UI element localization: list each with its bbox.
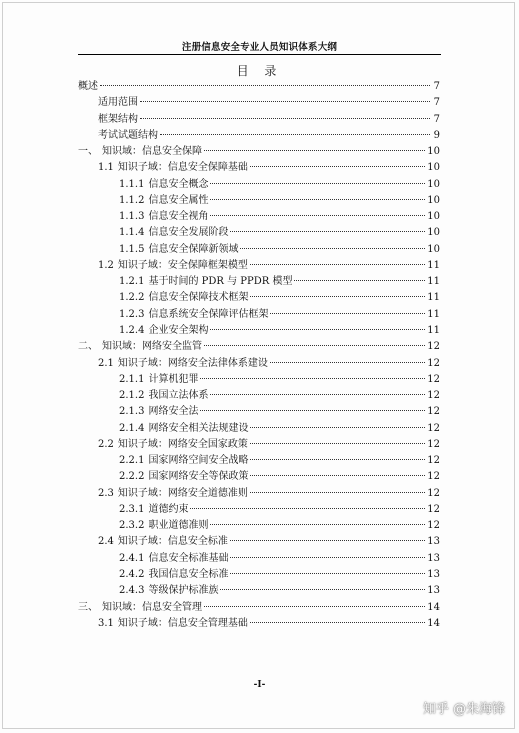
toc-dot-leader xyxy=(230,573,425,574)
toc-entry-page: 10 xyxy=(427,227,440,239)
toc-entry[interactable] xyxy=(78,339,440,355)
toc-entry-page: 11 xyxy=(427,324,440,336)
toc-entry-page: 11 xyxy=(427,276,440,288)
toc-entry-title: 信息安全保障新领域 xyxy=(148,243,239,255)
toc-entry-number: 1.2.3 xyxy=(119,308,145,320)
toc-entry-page: 13 xyxy=(427,568,440,580)
toc-dot-leader xyxy=(140,101,430,102)
toc-entry-page: 12 xyxy=(427,422,440,434)
toc-entry-title: 信息安全发展阶段 xyxy=(148,227,229,239)
toc-entry[interactable] xyxy=(78,453,440,469)
toc-dot-leader xyxy=(210,183,425,184)
toc-entry-title: 框架结构 xyxy=(98,113,138,125)
toc-entry[interactable] xyxy=(78,193,440,209)
toc-entry-title: 信息安全属性 xyxy=(148,194,209,206)
document-header-title: 注册信息安全专业人员知识体系大纲 xyxy=(181,42,338,53)
toc-dot-leader xyxy=(210,394,425,395)
toc-entry-page: 11 xyxy=(427,259,440,271)
toc-entry-number: 1.2.1 xyxy=(119,276,145,288)
toc-entry-number: 三、 xyxy=(78,601,98,613)
toc-dot-leader xyxy=(220,589,425,590)
toc-entry-number: 2.1.4 xyxy=(119,422,145,434)
toc-entry[interactable] xyxy=(78,112,440,128)
toc-entry-title: 国家网络空间安全战略 xyxy=(148,455,249,467)
toc-entry-title: 概述 xyxy=(78,81,98,92)
toc-entry-title: 知识域：信息安全管理 xyxy=(102,601,202,613)
toc-dot-leader xyxy=(250,443,425,444)
toc-entry[interactable] xyxy=(78,469,440,485)
toc-entry-title: 计算机犯罪 xyxy=(148,373,199,385)
toc-entry-title: 知识子域：网络安全道德准则 xyxy=(117,487,248,499)
toc-entry-page: 12 xyxy=(427,406,440,418)
toc-entry-number: 2.2 xyxy=(98,438,114,450)
toc-entry-title: 知识域：信息安全保障 xyxy=(102,146,202,158)
toc-entry[interactable] xyxy=(78,242,440,258)
toc-dot-leader xyxy=(250,296,425,297)
toc-entry-title: 道德约束 xyxy=(148,503,189,515)
toc-entry-page: 12 xyxy=(427,390,440,402)
toc-entry-page: 10 xyxy=(427,211,440,223)
toc-entry-number: 1.1.2 xyxy=(119,194,145,206)
footer-page-number: -I- xyxy=(253,680,266,690)
toc-entry-title: 信息安全概念 xyxy=(148,178,209,190)
toc-entry[interactable] xyxy=(78,534,440,550)
toc-entry-page: 13 xyxy=(427,585,440,597)
toc-dot-leader xyxy=(210,215,425,216)
toc-entry[interactable] xyxy=(78,388,440,404)
toc-entry-number: 2.3.2 xyxy=(119,520,145,532)
toc-entry-number: 1.1.5 xyxy=(119,243,145,255)
toc-dot-leader xyxy=(270,313,425,314)
toc-entry[interactable] xyxy=(78,290,440,306)
toc-entry[interactable] xyxy=(78,307,440,323)
toc-entry-title: 我国立法体系 xyxy=(148,390,209,402)
toc-dot-leader xyxy=(230,557,425,558)
toc-entry-number: 2.1.2 xyxy=(119,390,145,402)
toc-entry[interactable] xyxy=(78,144,440,160)
toc-entry[interactable] xyxy=(78,600,440,616)
toc-entry-page: 11 xyxy=(427,308,440,320)
toc-entry-number: 二、 xyxy=(78,341,98,353)
toc-entry-number: 2.4 xyxy=(98,536,114,548)
table-of-contents xyxy=(78,79,440,632)
toc-entry-page: 14 xyxy=(427,617,440,629)
toc-entry-title: 网络安全相关法规建设 xyxy=(148,422,249,434)
toc-entry[interactable] xyxy=(78,160,440,176)
toc-dot-leader xyxy=(250,264,425,265)
toc-entry[interactable] xyxy=(78,486,440,502)
toc-entry[interactable] xyxy=(78,323,440,339)
toc-entry-title: 知识子域：安全保障框架模型 xyxy=(117,259,248,271)
toc-dot-leader xyxy=(210,199,425,200)
toc-entry-number: 1.1 xyxy=(98,162,114,174)
toc-entry-number: 2.1.3 xyxy=(119,406,145,418)
toc-entry-page: 13 xyxy=(427,552,440,564)
toc-entry-title: 知识子域：信息安全保障基础 xyxy=(117,162,248,174)
toc-dot-leader xyxy=(294,280,425,281)
toc-dot-leader xyxy=(250,475,425,476)
toc-entry-title: 基于时间的 PDR 与 PPDR 模型 xyxy=(148,276,293,288)
toc-entry[interactable] xyxy=(78,372,440,388)
header-rule xyxy=(78,54,441,55)
toc-entry-page: 10 xyxy=(427,146,440,158)
toc-dot-leader xyxy=(204,606,425,607)
toc-entry-title: 信息安全保障技术框架 xyxy=(148,292,249,304)
toc-entry[interactable] xyxy=(78,518,440,534)
toc-entry[interactable] xyxy=(78,421,440,437)
toc-dot-leader xyxy=(204,150,425,151)
toc-entry-title: 国家网络安全等保政策 xyxy=(148,471,249,483)
toc-entry-title: 知识域：网络安全监管 xyxy=(102,341,202,353)
toc-dot-leader xyxy=(190,508,425,509)
toc-entry-page: 10 xyxy=(427,178,440,190)
toc-entry-number: 一、 xyxy=(78,146,98,158)
toc-entry-page: 11 xyxy=(427,292,440,304)
toc-dot-leader xyxy=(200,410,425,411)
toc-dot-leader xyxy=(204,345,425,346)
toc-entry-number: 2.1.1 xyxy=(119,373,145,385)
toc-entry-number: 2.3.1 xyxy=(119,503,145,515)
toc-dot-leader xyxy=(210,329,425,330)
toc-entry-number: 2.4.2 xyxy=(119,568,145,580)
toc-entry-number: 2.2.2 xyxy=(119,471,145,483)
toc-entry-number: 3.1 xyxy=(98,617,114,629)
toc-entry[interactable] xyxy=(78,502,440,518)
toc-entry-title: 知识子域：信息安全管理基础 xyxy=(117,617,248,629)
toc-dot-leader xyxy=(270,362,425,363)
toc-entry-number: 2.3 xyxy=(98,487,114,499)
toc-entry-number: 2.4.3 xyxy=(119,585,145,597)
toc-entry-page: 9 xyxy=(433,129,440,141)
toc-entry-title: 网络安全法 xyxy=(148,406,199,418)
toc-dot-leader xyxy=(250,622,425,623)
toc-entry-title: 职业道德准则 xyxy=(148,520,209,532)
toc-entry-page: 10 xyxy=(427,194,440,206)
toc-dot-leader xyxy=(250,459,425,460)
toc-entry[interactable] xyxy=(78,567,440,583)
toc-entry-title: 适用范围 xyxy=(98,97,138,109)
toc-entry[interactable] xyxy=(78,95,440,111)
toc-entry-title: 知识子域：网络安全法律体系建设 xyxy=(117,357,268,369)
toc-entry-page: 12 xyxy=(427,455,440,467)
toc-entry[interactable] xyxy=(78,274,440,290)
watermark: 知乎 @朱海锋 xyxy=(422,702,505,717)
toc-dot-leader xyxy=(240,248,425,249)
toc-entry-number: 1.2.4 xyxy=(119,324,145,336)
toc-entry-page: 12 xyxy=(427,438,440,450)
toc-entry-number: 2.2.1 xyxy=(119,455,145,467)
toc-entry[interactable] xyxy=(78,437,440,453)
toc-dot-leader xyxy=(250,427,425,428)
toc-entry-number: 2.1 xyxy=(98,357,114,369)
toc-dot-leader xyxy=(140,118,430,119)
toc-entry-page: 10 xyxy=(427,162,440,174)
toc-entry-title: 信息安全标准基础 xyxy=(148,552,229,564)
toc-entry[interactable] xyxy=(78,404,440,420)
toc-dot-leader xyxy=(230,540,425,541)
toc-dot-leader xyxy=(250,492,425,493)
toc-entry[interactable] xyxy=(78,258,440,274)
toc-entry-title: 知识子域：信息安全标准 xyxy=(117,536,228,548)
toc-entry-page: 12 xyxy=(427,373,440,385)
toc-entry[interactable] xyxy=(78,356,440,372)
toc-entry-page: 12 xyxy=(427,487,440,499)
toc-entry[interactable] xyxy=(78,79,440,95)
toc-entry-page: 7 xyxy=(433,97,440,109)
toc-dot-leader xyxy=(200,378,425,379)
toc-entry-page: 12 xyxy=(427,357,440,369)
toc-entry[interactable] xyxy=(78,128,440,144)
toc-entry-title: 信息安全视角 xyxy=(148,211,209,223)
toc-entry-number: 1.2 xyxy=(98,259,114,271)
toc-entry-title: 我国信息安全标准 xyxy=(148,568,229,580)
toc-entry-page: 12 xyxy=(427,503,440,515)
toc-entry-title: 等级保护标准族 xyxy=(148,585,219,597)
toc-entry[interactable] xyxy=(78,583,440,599)
toc-entry[interactable] xyxy=(78,551,440,567)
toc-entry[interactable] xyxy=(78,616,440,632)
toc-entry-page: 13 xyxy=(427,536,440,548)
toc-entry-number: 1.1.4 xyxy=(119,227,145,239)
toc-entry[interactable] xyxy=(78,209,440,225)
toc-dot-leader xyxy=(210,524,425,525)
toc-entry-page: 12 xyxy=(427,520,440,532)
toc-entry[interactable] xyxy=(78,177,440,193)
toc-entry-page: 10 xyxy=(427,243,440,255)
toc-entry-title: 知识子域：网络安全国家政策 xyxy=(117,438,248,450)
toc-entry-number: 1.1.3 xyxy=(119,211,145,223)
toc-entry-title: 信息系统安全保障评估框架 xyxy=(148,308,269,320)
toc-dot-leader xyxy=(160,134,430,135)
toc-dot-leader xyxy=(230,231,425,232)
toc-entry-number: 2.4.1 xyxy=(119,552,145,564)
toc-entry-title: 企业安全架构 xyxy=(148,324,209,336)
toc-entry-title: 考试试题结构 xyxy=(98,129,158,141)
toc-title: 目 录 xyxy=(236,64,283,78)
toc-entry-page: 12 xyxy=(427,341,440,353)
toc-entry-page: 7 xyxy=(433,81,440,92)
toc-entry-number: 1.2.2 xyxy=(119,292,145,304)
toc-dot-leader xyxy=(250,166,425,167)
toc-entry-page: 14 xyxy=(427,601,440,613)
toc-entry-page: 12 xyxy=(427,471,440,483)
toc-entry-page: 7 xyxy=(433,113,440,125)
toc-entry[interactable] xyxy=(78,225,440,241)
toc-entry-number: 1.1.1 xyxy=(119,178,145,190)
toc-dot-leader xyxy=(100,85,430,86)
